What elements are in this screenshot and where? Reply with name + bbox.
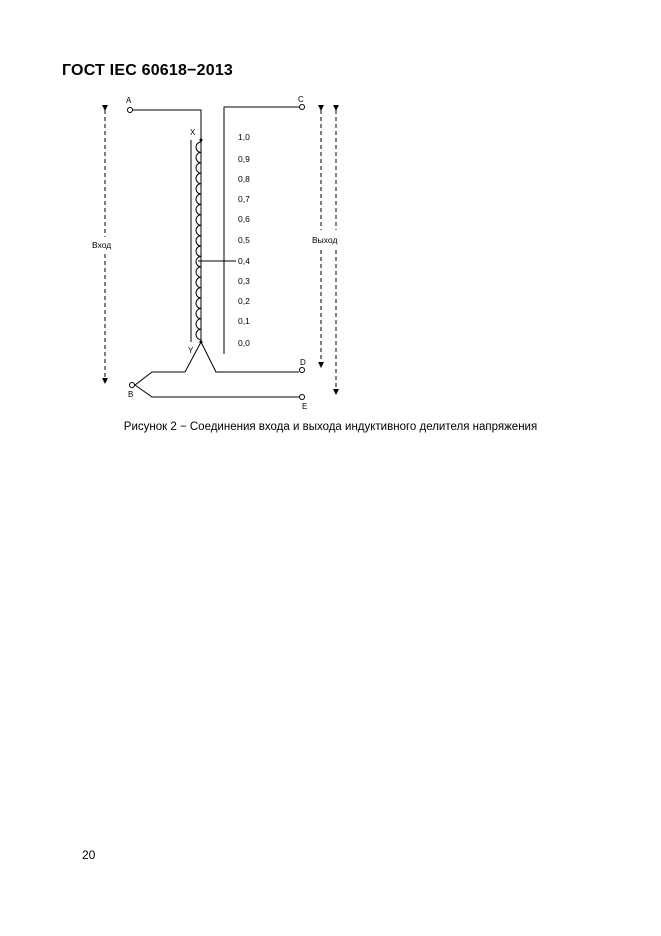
wiring bbox=[133, 107, 299, 397]
terminal-x-label: X bbox=[190, 128, 196, 137]
tap-ratio-label: 1,0 bbox=[238, 132, 250, 142]
tap-ratio-label: 0,8 bbox=[238, 174, 250, 184]
tap-ratio-label: 0,3 bbox=[238, 276, 250, 286]
tap-ratio-label: 0,9 bbox=[238, 154, 250, 164]
tap-ratio-label: 0,5 bbox=[238, 235, 250, 245]
inductive-divider-diagram bbox=[0, 0, 661, 420]
figure-caption: Рисунок 2 − Соединения входа и выхода индуктивного делителя напряжения bbox=[123, 421, 538, 433]
terminal-d bbox=[300, 368, 305, 373]
output-label: Выход bbox=[312, 235, 338, 245]
tap-ratio-label: 0,4 bbox=[238, 256, 250, 266]
terminal-e bbox=[300, 395, 305, 400]
tap-ratio-label: 0,6 bbox=[238, 214, 250, 224]
terminal-a-label: A bbox=[126, 96, 132, 105]
terminal-a bbox=[128, 108, 133, 113]
terminal-b bbox=[130, 383, 135, 388]
tap-ratio-label: 0,7 bbox=[238, 194, 250, 204]
terminal-y-label: Y bbox=[188, 346, 194, 355]
terminal-e-label: E bbox=[302, 402, 308, 411]
tap-ratio-label: 0,0 bbox=[238, 338, 250, 348]
tap-ratio-label: 0,1 bbox=[238, 316, 250, 326]
terminal-b-label: B bbox=[128, 390, 134, 399]
terminal-c bbox=[300, 105, 305, 110]
tap-ratio-labels bbox=[238, 132, 250, 348]
terminal-c-label: C bbox=[298, 95, 304, 104]
divider-winding bbox=[196, 142, 201, 340]
terminal-d-label: D bbox=[300, 358, 306, 367]
input-label: Вход bbox=[92, 240, 112, 250]
page-number: 20 bbox=[82, 848, 96, 862]
output-dimension bbox=[321, 110, 336, 394]
tap-ratio-label: 0,2 bbox=[238, 296, 250, 306]
standard-code-header: ГОСТ IEC 60618−2013 bbox=[62, 62, 234, 79]
